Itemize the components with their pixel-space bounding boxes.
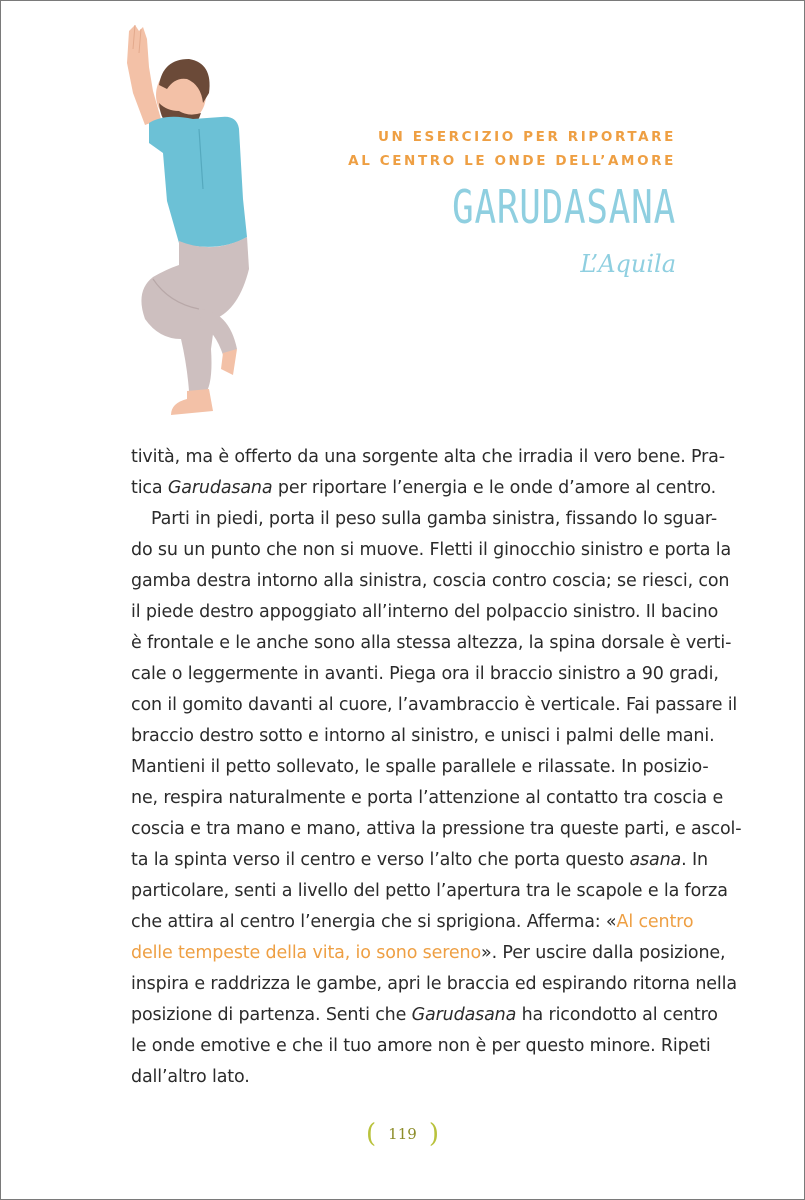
page-number-open-paren: (	[366, 1119, 377, 1149]
shirt	[149, 117, 247, 247]
page-number-close-paren: )	[428, 1119, 439, 1149]
page-title: GARUDASANA	[452, 180, 676, 234]
subtitle-line-1: UN ESERCIZIO PER RIPORTARE	[377, 129, 676, 145]
book-page: UN ESERCIZIO PER RIPORTARE AL CENTRO LE ONDE DELL’AMORE GARUDASANA L’Aquila tività, ma è offerto da una sorgente alta che irradia il vero bene. Pra- tica Garudasana per riportare l’energia e le onde d’amore al centro. Parti in piedi, porta il peso sulla gamba sinistra, fissando lo sguar- do su un punto che non si muove. Fletti il ginocchio sinistro e porta la gamba destra intorno alla sinistra, coscia contro coscia; se riesci, con il piede destro appoggiato all’interno del polpaccio sinistro. Il bacino è frontale e le anche sono alla stessa altezza, la spina dorsale è verti- cale o leggermente in avanti. Piega ora il braccio sinistro a 90 gradi, con il gomito davanti al cuore, l’avambraccio è verticale. Fai passare il braccio destro sotto e intorno al sinistro, e unisci i palmi delle mani. Mantieni il petto sollevato, le spalle parallele e rilassate. In posizio- ne, respira naturalmente e porta l’attenzione al contatto tra coscia e coscia e tra mano e mano, attiva la pressione tra queste parti, e ascol- ta la spinta verso il centro e verso l’alto che porta questo asana. In particolare, senti a livello del petto l’apertura tra le scapole e la forza che attira al centro l’energia che si sprigiona. Afferma: «Al centro delle tempeste della vita, io sono sereno». Per uscire dalla posizione, inspira e raddrizza le gambe, apri le braccia ed espirando ritorna nella posizione di partenza. Senti che Garudasana ha ricondotto al centro le onde emotive e che il tuo amore non è per questo minore. Ripeti dall’altro lato. ( 119 )	[0, 0, 805, 1200]
highlighted-affirmation: Al centro	[616, 912, 694, 932]
page-number	[1, 1119, 804, 1149]
eagle-pose-illustration	[109, 19, 269, 419]
subtitle	[348, 125, 676, 173]
page-number-value: 119	[388, 1125, 417, 1143]
page-title-translation: L’Aquila	[580, 250, 676, 278]
subtitle-line-2: AL CENTRO LE ONDE DELL’AMORE	[348, 153, 676, 169]
highlighted-affirmation: delle tempeste della vita, io sono sereno	[131, 943, 482, 963]
foot	[171, 389, 213, 415]
